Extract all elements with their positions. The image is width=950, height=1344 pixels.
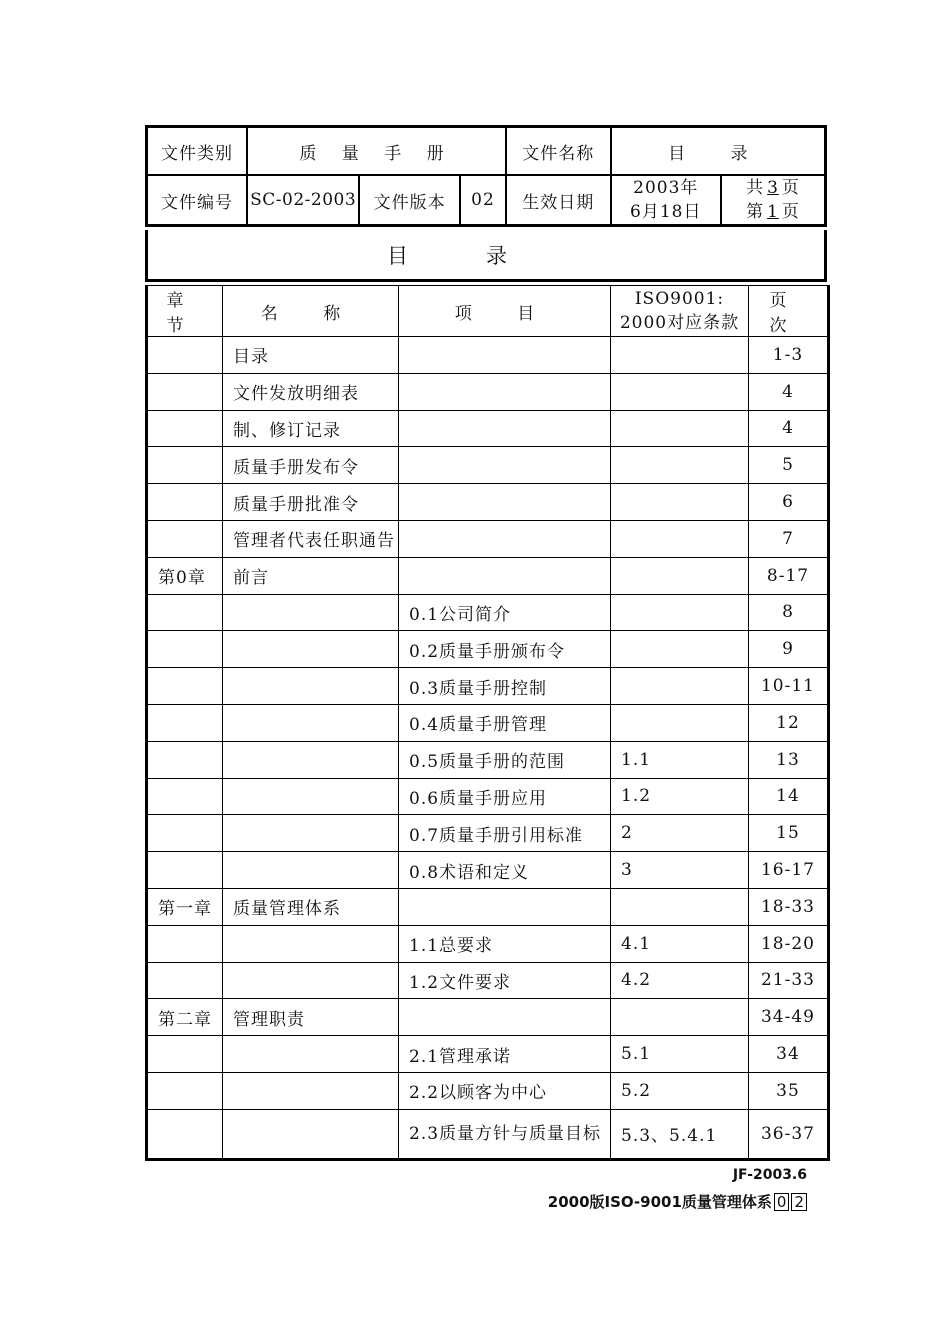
cell-item: 0.4质量手册管理 (399, 704, 611, 741)
cell-chapter (147, 778, 223, 815)
cell-item: 0.3质量手册控制 (399, 668, 611, 705)
cell-name (223, 925, 399, 962)
cell-iso: 4.2 (611, 962, 749, 999)
cell-name: 制、修订记录 (223, 410, 399, 447)
cell-iso: 2 (611, 815, 749, 852)
cell-item: 2.3质量方针与质量目标 (399, 1109, 611, 1159)
cell-name (223, 594, 399, 631)
page-count (721, 175, 826, 226)
cell-item (399, 373, 611, 410)
col-name: 名 称 (223, 286, 399, 337)
cell-chapter (147, 410, 223, 447)
table-row (147, 557, 829, 594)
cell-item (399, 410, 611, 447)
cell-page: 36-37 (749, 1109, 829, 1159)
cell-chapter (147, 594, 223, 631)
table-row (147, 1109, 829, 1159)
cell-item: 0.7质量手册引用标准 (399, 815, 611, 852)
version-label: 文件版本 (359, 175, 459, 226)
cell-chapter: 第一章 (147, 888, 223, 925)
cell-item: 0.8术语和定义 (399, 852, 611, 889)
cell-chapter (147, 815, 223, 852)
cell-page: 15 (749, 815, 829, 852)
category-value: 质 量 手 册 (247, 127, 506, 176)
cell-item: 0.5质量手册的范围 (399, 741, 611, 778)
cell-page: 34-49 (749, 999, 829, 1036)
cell-item (399, 484, 611, 521)
cell-name: 目录 (223, 337, 399, 374)
col-iso-line2: 2000对应条款 (619, 313, 740, 333)
cell-page: 14 (749, 778, 829, 815)
table-row (147, 962, 829, 999)
cell-chapter (147, 373, 223, 410)
cell-item (399, 337, 611, 374)
docname-value: 目 录 (611, 127, 826, 176)
col-page: 页 次 (749, 286, 829, 337)
cell-iso: 5.3、5.4.1 (611, 1109, 749, 1159)
version-value: 02 (460, 175, 506, 226)
cell-page: 21-33 (749, 962, 829, 999)
table-row (147, 1072, 829, 1109)
cell-name: 质量手册批准令 (223, 484, 399, 521)
toc-header-row (147, 286, 829, 337)
table-row (147, 668, 829, 705)
cell-item (399, 447, 611, 484)
cell-iso: 1.1 (611, 741, 749, 778)
cell-chapter (147, 962, 223, 999)
cell-iso (611, 410, 749, 447)
cell-name: 管理职责 (223, 999, 399, 1036)
total-prefix: 共 (746, 178, 765, 198)
cell-name (223, 1109, 399, 1159)
cell-page: 7 (749, 520, 829, 557)
cell-chapter (147, 668, 223, 705)
cell-iso (611, 594, 749, 631)
cell-item (399, 888, 611, 925)
table-row (147, 741, 829, 778)
cell-name: 质量手册发布令 (223, 447, 399, 484)
col-item: 项 目 (399, 286, 611, 337)
cell-iso: 5.1 (611, 1036, 749, 1073)
footer-system (548, 1191, 807, 1212)
cell-name (223, 778, 399, 815)
table-row (147, 999, 829, 1036)
table-row (147, 852, 829, 889)
cell-name (223, 631, 399, 668)
cell-item (399, 999, 611, 1036)
cell-page: 6 (749, 484, 829, 521)
cell-chapter (147, 631, 223, 668)
cell-chapter (147, 741, 223, 778)
cell-chapter: 第二章 (147, 999, 223, 1036)
table-row (147, 925, 829, 962)
number-value: SC-02-2003 (247, 175, 359, 226)
table-row (147, 447, 829, 484)
cell-item: 1.1总要求 (399, 925, 611, 962)
category-label: 文件类别 (147, 127, 247, 176)
cell-page: 8 (749, 594, 829, 631)
cell-chapter: 第0章 (147, 557, 223, 594)
cell-page: 18-33 (749, 888, 829, 925)
effective-date (611, 175, 721, 226)
cell-name: 管理者代表任职通告 (223, 520, 399, 557)
cell-name (223, 668, 399, 705)
cell-item (399, 520, 611, 557)
cell-chapter (147, 852, 223, 889)
cell-chapter (147, 520, 223, 557)
cell-iso (611, 337, 749, 374)
cell-iso: 5.2 (611, 1072, 749, 1109)
cell-page: 4 (749, 410, 829, 447)
current-page: 1 (767, 202, 779, 222)
cell-name (223, 815, 399, 852)
cell-chapter (147, 925, 223, 962)
cell-chapter (147, 1036, 223, 1073)
cell-iso: 4.1 (611, 925, 749, 962)
table-row (147, 815, 829, 852)
table-row (147, 1036, 829, 1073)
toc-table (145, 285, 830, 1161)
cell-name (223, 962, 399, 999)
cell-item: 1.2文件要求 (399, 962, 611, 999)
cell-name: 前言 (223, 557, 399, 594)
table-row (147, 594, 829, 631)
cell-page: 35 (749, 1072, 829, 1109)
col-chapter: 章 节 (147, 286, 223, 337)
cell-page: 5 (749, 447, 829, 484)
cell-item (399, 557, 611, 594)
effective-label: 生效日期 (506, 175, 610, 226)
cell-page: 12 (749, 704, 829, 741)
cell-name (223, 704, 399, 741)
document-header-table (145, 125, 827, 227)
table-row (147, 704, 829, 741)
table-row (147, 410, 829, 447)
cell-page: 8-17 (749, 557, 829, 594)
cell-chapter (147, 1109, 223, 1159)
cell-chapter (147, 337, 223, 374)
col-iso (611, 286, 749, 337)
cell-iso (611, 484, 749, 521)
cell-name: 质量管理体系 (223, 888, 399, 925)
cell-item: 0.1公司简介 (399, 594, 611, 631)
cell-item: 2.1管理承诺 (399, 1036, 611, 1073)
cell-name: 文件发放明细表 (223, 373, 399, 410)
table-row (147, 373, 829, 410)
effective-date-line1: 2003年 (633, 178, 699, 198)
cell-chapter (147, 704, 223, 741)
table-row (147, 484, 829, 521)
cell-iso: 3 (611, 852, 749, 889)
cell-item: 0.6质量手册应用 (399, 778, 611, 815)
cell-chapter (147, 447, 223, 484)
cell-chapter (147, 1072, 223, 1109)
cell-iso: 1.2 (611, 778, 749, 815)
footer-box-1: 0 (774, 1193, 790, 1211)
col-iso-line1: ISO9001: (634, 289, 725, 309)
footer-code: JF-2003.6 (732, 1167, 807, 1183)
cell-iso (611, 373, 749, 410)
cell-page: 18-20 (749, 925, 829, 962)
footer-box-2: 2 (791, 1193, 807, 1211)
cell-iso (611, 668, 749, 705)
total-pages: 3 (767, 178, 779, 198)
cell-iso (611, 888, 749, 925)
cell-page: 1-3 (749, 337, 829, 374)
cell-chapter (147, 484, 223, 521)
table-row (147, 631, 829, 668)
table-row (147, 888, 829, 925)
toc-title: 目录 (145, 230, 827, 282)
cell-name (223, 852, 399, 889)
cell-name (223, 1072, 399, 1109)
table-row (147, 520, 829, 557)
footer-system-text: 2000版ISO-9001质量管理体系 (547, 1193, 772, 1211)
docname-label: 文件名称 (506, 127, 610, 176)
table-row (147, 778, 829, 815)
table-row (147, 337, 829, 374)
cell-iso (611, 447, 749, 484)
cell-item: 2.2以顾客为中心 (399, 1072, 611, 1109)
cell-page: 34 (749, 1036, 829, 1073)
current-prefix: 第 (746, 202, 765, 222)
cell-page: 9 (749, 631, 829, 668)
cell-name (223, 741, 399, 778)
cell-page: 10-11 (749, 668, 829, 705)
cell-iso (611, 557, 749, 594)
cell-page: 4 (749, 373, 829, 410)
cell-iso (611, 520, 749, 557)
cell-page: 13 (749, 741, 829, 778)
current-suffix: 页 (781, 202, 800, 222)
number-label: 文件编号 (147, 175, 247, 226)
total-suffix: 页 (781, 178, 800, 198)
cell-iso (611, 704, 749, 741)
effective-date-line2: 6月18日 (630, 202, 702, 222)
cell-iso (611, 631, 749, 668)
cell-iso (611, 999, 749, 1036)
cell-name (223, 1036, 399, 1073)
cell-item: 0.2质量手册颁布令 (399, 631, 611, 668)
cell-page: 16-17 (749, 852, 829, 889)
